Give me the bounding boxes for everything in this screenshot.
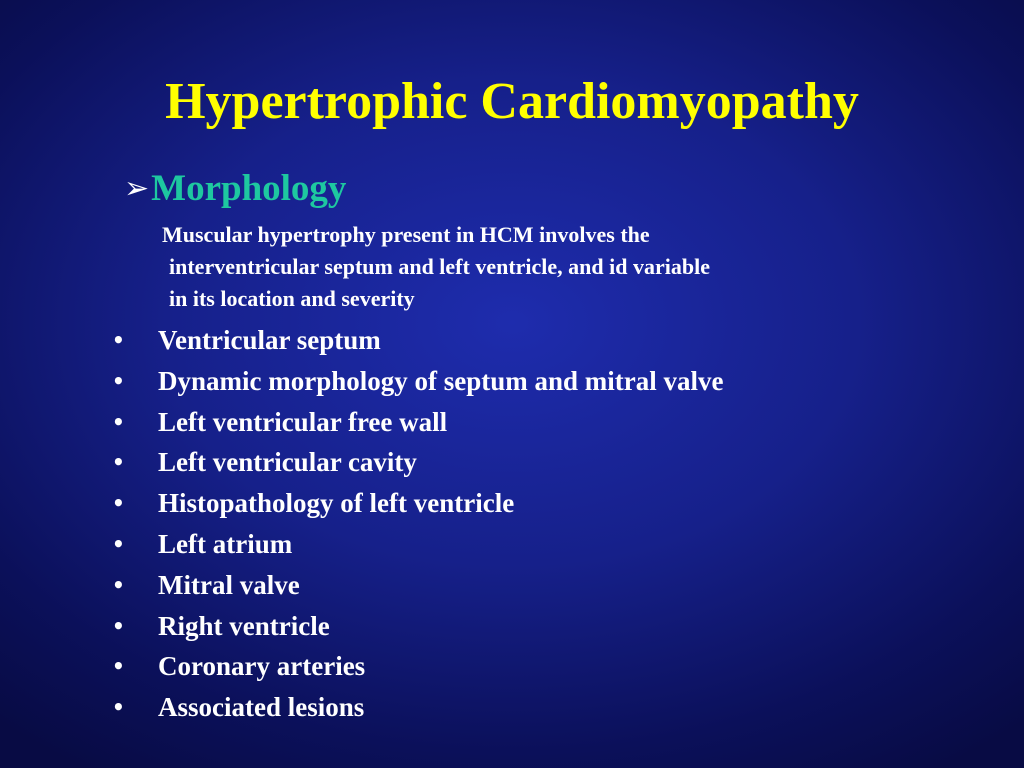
list-item-text: Ventricular septum	[158, 325, 381, 355]
list-item-text: Associated lesions	[158, 692, 365, 723]
bullet-icon: •	[112, 531, 125, 556]
arrowhead-bullet-icon: ➢	[124, 171, 150, 206]
list-item-text: Left atrium	[158, 528, 293, 559]
description-line: Muscular hypertrophy present in HCM involves the	[162, 222, 650, 247]
description-line: in its location and severity	[169, 286, 415, 311]
list-item-text: Mitral valve	[158, 569, 300, 600]
bullet-icon: •	[112, 695, 125, 720]
bullet-icon: •	[112, 368, 125, 393]
bullet-icon: •	[112, 450, 125, 475]
bullet-icon: •	[112, 654, 125, 679]
list-item-text: Left ventricular free wall	[158, 406, 448, 437]
morphology-section	[124, 166, 346, 212]
list-item-text: Coronary arteries	[158, 651, 366, 682]
bullet-icon: •	[112, 613, 125, 638]
list-item-text: Left ventricular cavity	[158, 447, 417, 478]
list-item-text: Right ventricle	[158, 610, 330, 641]
slide-title: Hypertrophic Cardiomyopathy	[165, 73, 859, 130]
list-item-text: Histopathology of left ventricle	[158, 488, 515, 519]
bullet-icon: •	[112, 491, 125, 516]
bullet-icon: •	[112, 328, 125, 352]
description-line: interventricular septum and left ventricle, and id variable	[169, 254, 710, 279]
section-description	[162, 219, 882, 315]
bullet-icon: •	[112, 572, 125, 597]
section-heading: Morphology	[151, 168, 347, 209]
list-item-text: Dynamic morphology of septum and mitral valve	[158, 365, 724, 396]
bullet-icon: •	[112, 409, 125, 434]
